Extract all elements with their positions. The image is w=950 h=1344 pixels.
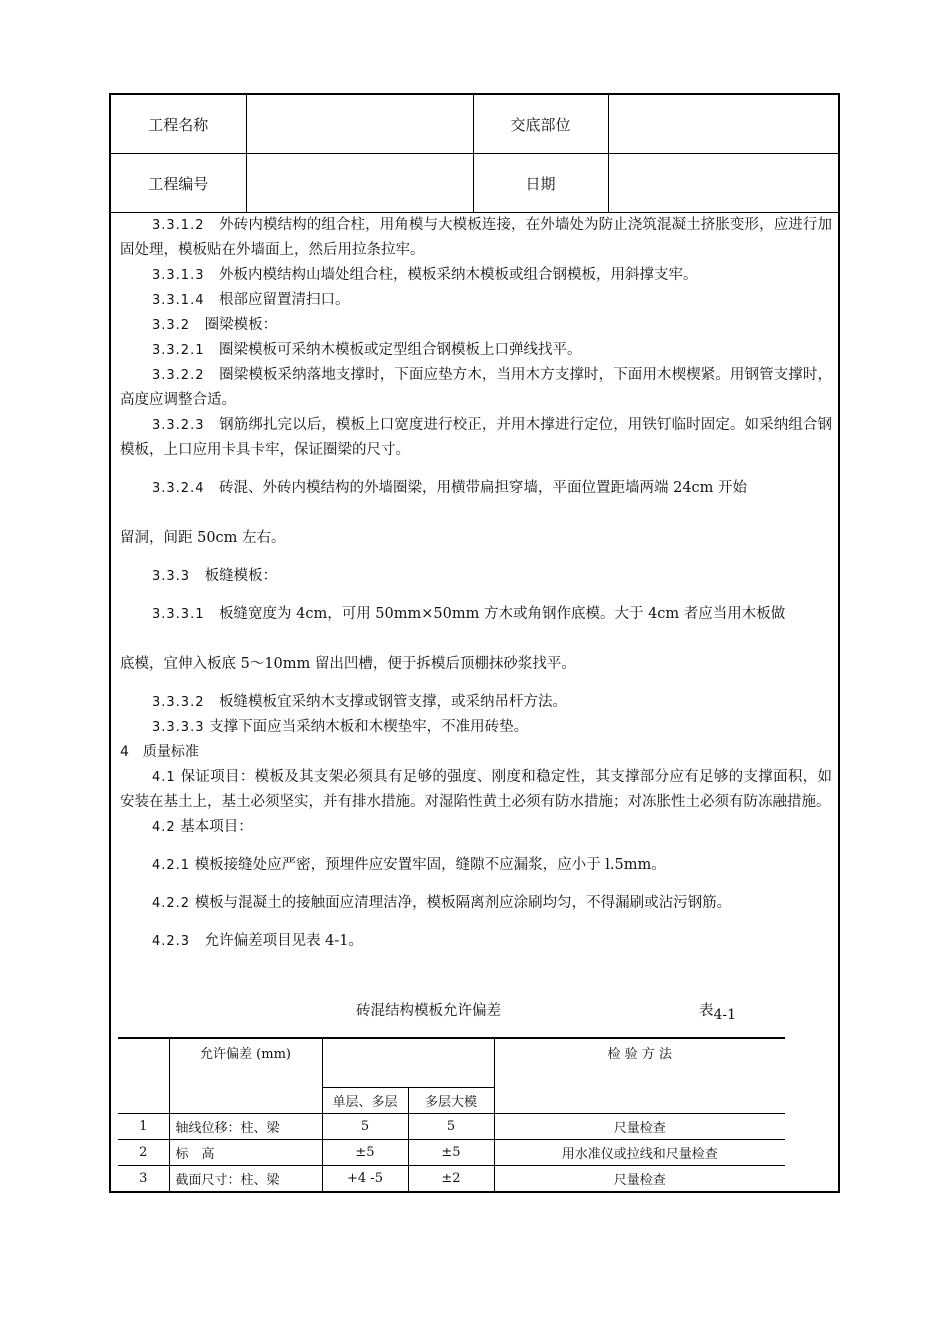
row-multi-value: 5 <box>408 1114 494 1140</box>
document-frame <box>109 93 840 1193</box>
paragraph <box>120 313 832 338</box>
row-single-value: ±5 <box>322 1140 408 1166</box>
row-single-value: 5 <box>322 1114 408 1140</box>
col-header-group <box>322 1038 494 1088</box>
tolerance-table <box>118 1037 785 1192</box>
paragraph <box>120 476 832 501</box>
clause-number: 4.2 <box>152 820 176 835</box>
table-corner-cell <box>118 1038 169 1114</box>
clause-number: 3.3.3 <box>152 569 191 584</box>
clause-number: 3.3.3.1 <box>152 607 205 622</box>
header-table <box>111 95 838 213</box>
clause-number: 3.3.2.2 <box>152 368 205 383</box>
clause-text: 模板与混凝土的接触面应清理洁净，模板隔离剂应涂刷均匀，不得漏刷或沾污钢筋。 <box>194 895 732 911</box>
paragraph <box>120 413 832 463</box>
col-header-multi: 多层大模 <box>408 1088 494 1114</box>
clause-text: 支撑下面应当采纳木板和木楔垫牢，不准用砖垫。 <box>209 719 529 735</box>
section-number: 4 <box>120 744 129 760</box>
clause-number: 4.1 <box>152 770 176 785</box>
clause-text: 板缝宽度为 4cm，可用 50mm×50mm 方木或角钢作底模。大于 4cm 者应当用木板做 <box>218 606 786 622</box>
table-number-label: 表 <box>699 1003 714 1019</box>
table-row <box>118 1114 785 1140</box>
col-header-item: 允许偏差 (mm) <box>169 1038 322 1114</box>
paragraph <box>120 338 832 363</box>
row-item: 截面尺寸：柱、梁 <box>169 1166 322 1192</box>
clause-number: 3.3.2.4 <box>152 481 205 496</box>
paragraph <box>120 602 832 627</box>
document-body <box>120 213 832 954</box>
clause-number: 3.3.1.2 <box>152 218 205 233</box>
paragraph-continuation: 留洞，间距 50cm 左右。 <box>120 530 286 546</box>
paragraph <box>120 363 832 413</box>
paragraph <box>120 288 832 313</box>
clause-text: 圈梁模板可采纳木模板或定型组合钢模板上口弹线找平。 <box>218 342 582 358</box>
row-multi-value: ±5 <box>408 1140 494 1166</box>
date-label: 日期 <box>473 154 608 213</box>
paragraph <box>120 891 832 916</box>
clause-number: 4.2.1 <box>152 858 191 873</box>
row-item: 标 高 <box>169 1140 322 1166</box>
paragraph-continuation: 底模，宜伸入板底 5～10mm 留出凹槽，便于拆模后顶棚抹砂浆找平。 <box>120 656 576 672</box>
table-row <box>118 1166 785 1192</box>
clause-text: 砖混、外砖内模结构的外墙圈梁，用横带扁担穿墙，平面位置距墙两端 24cm 开始 <box>218 480 748 496</box>
row-number: 2 <box>118 1140 169 1166</box>
clause-number: 3.3.1.3 <box>152 268 205 283</box>
clause-number: 4.2.3 <box>152 934 191 949</box>
paragraph <box>120 564 832 589</box>
project-name-value <box>246 95 473 154</box>
handover-part-label: 交底部位 <box>473 95 608 154</box>
row-number: 1 <box>118 1114 169 1140</box>
project-name-label: 工程名称 <box>111 95 246 154</box>
clause-text: 根部应留置清扫口。 <box>218 292 350 308</box>
clause-text: 外板内模结构山墙处组合柱，模板采纳木模板或组合钢模板，用斜撑支牢。 <box>218 267 698 283</box>
paragraph <box>120 213 832 263</box>
col-header-single: 单层、多层 <box>322 1088 408 1114</box>
clause-text: 基本项目： <box>180 819 253 835</box>
paragraph <box>120 929 832 954</box>
date-value <box>608 154 838 213</box>
col-header-method: 检 验 方 法 <box>494 1038 785 1114</box>
table-caption: 砖混结构模板允许偏差 <box>356 1003 501 1019</box>
clause-text: 圈梁模板： <box>204 317 278 333</box>
row-number: 3 <box>118 1166 169 1192</box>
clause-number: 3.3.2.3 <box>152 418 205 433</box>
clause-text: 模板接缝处应严密，预埋件应安置牢固，缝隙不应漏浆，应小于 l.5mm。 <box>194 857 666 873</box>
row-method: 尺量检查 <box>494 1114 785 1140</box>
clause-text: 保证项目：模板及其支架必须具有足够的强度、刚度和稳定性，其支撑部分应有足够的支撑面积，如安装在基土上，基土必须坚实，并有排水措施。对湿陷性黄土必须有防水措施；对冻胀性土必须有防冻融措施。 <box>120 769 832 810</box>
handover-part-value <box>608 95 838 154</box>
paragraph <box>120 815 832 840</box>
section-heading <box>120 740 832 765</box>
paragraph <box>120 263 832 288</box>
row-multi-value: ±2 <box>408 1166 494 1192</box>
clause-text: 板缝模板： <box>204 568 278 584</box>
table-row <box>118 1140 785 1166</box>
row-method: 用水准仪或拉线和尺量检查 <box>494 1140 785 1166</box>
row-item: 轴线位移：柱、梁 <box>169 1114 322 1140</box>
clause-number: 3.3.3.2 <box>152 695 205 710</box>
clause-text: 允许偏差项目见表 4-1。 <box>204 933 364 949</box>
clause-text: 钢筋绑扎完以后，模板上口宽度进行校正，并用木撑进行定位，用铁钉临时固定。如采纳组合钢模板，上口应用卡具卡牢，保证圈梁的尺寸。 <box>120 417 832 458</box>
table-number-value: 4-1 <box>713 1006 737 1023</box>
paragraph <box>120 853 832 878</box>
project-no-label: 工程编号 <box>111 154 246 213</box>
clause-text: 板缝模板宜采纳木支撑或钢管支撑，或采纳吊杆方法。 <box>218 694 567 710</box>
clause-text: 外砖内模结构的组合柱，用角模与大模板连接，在外墙处为防止浇筑混凝土挤胀变形，应进行加固处理，模板贴在外墙面上，然后用拉条拉牢。 <box>120 217 832 258</box>
row-method: 尺量检查 <box>494 1166 785 1192</box>
paragraph <box>120 715 832 740</box>
clause-number: 3.3.2.1 <box>152 343 205 358</box>
clause-number: 3.3.3.3 <box>152 720 205 735</box>
section-title: 质量标准 <box>142 744 199 760</box>
row-single-value: +4 -5 <box>322 1166 408 1192</box>
project-no-value <box>246 154 473 213</box>
paragraph <box>120 765 832 815</box>
table-number <box>699 999 736 1023</box>
clause-text: 圈梁模板采纳落地支撑时，下面应垫方木，当用木方支撑时，下面用木楔楔紧。用钢管支撑时，高度应调整合适。 <box>120 367 832 408</box>
clause-number: 3.3.2 <box>152 318 191 333</box>
clause-number: 4.2.2 <box>152 896 191 911</box>
clause-number: 3.3.1.4 <box>152 293 205 308</box>
paragraph <box>120 690 832 715</box>
